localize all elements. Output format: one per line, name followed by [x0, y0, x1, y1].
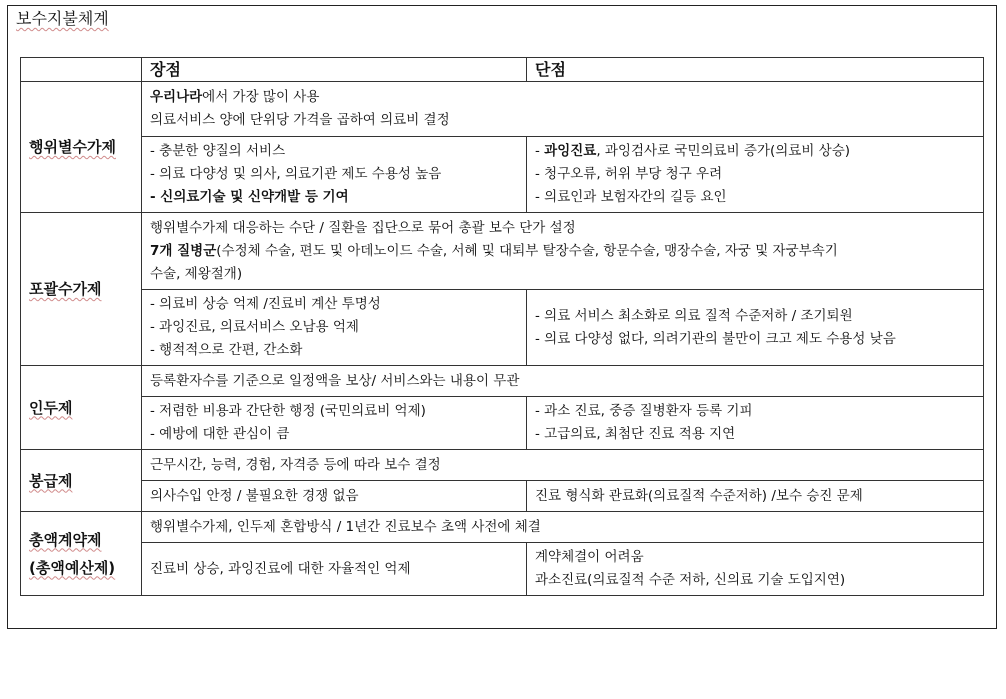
pros-item: - 충분한 양질의 서비스 [150, 143, 286, 159]
cons-item: - 의료 서비스 최소화로 의료 질적 수준저하 / 조기퇴원 [535, 307, 853, 324]
pros-cell [142, 481, 527, 512]
summary-line: 행위별수가제 대응하는 수단 / 질환을 집단으로 묶어 총괄 보수 단가 설정 [150, 219, 576, 236]
table-row [21, 213, 984, 290]
document-title: 보수지불체계 [16, 9, 109, 28]
table-row [21, 366, 984, 397]
summary-line: 등록환자수를 기준으로 일정액을 보상/ 서비스와는 내용이 무관 [150, 372, 520, 389]
table-row [21, 137, 984, 213]
row-label: 총액계약제 (총액예산제) [21, 512, 142, 596]
table-row [21, 290, 984, 366]
table-row [21, 82, 984, 137]
header-cons: 단점 [527, 58, 984, 82]
table-row [21, 512, 984, 543]
summary-cell [142, 82, 984, 137]
cons-item: - 의료인과 보험자간의 길등 요인 [535, 189, 727, 205]
summary-line: 우리나라에서 가장 많이 사용 [150, 89, 320, 105]
cons-item: - 과소 진료, 중증 질병환자 등록 기피 [535, 403, 753, 419]
cons-item: - 청구오류, 허위 부당 청구 우려 [535, 166, 723, 182]
pros-cell [142, 543, 527, 596]
cons-cell [527, 137, 984, 213]
header-pros: 장점 [142, 58, 527, 82]
row-label: 포괄수가제 [21, 213, 142, 366]
pros-cell [142, 397, 527, 450]
pros-item: - 의료비 상승 억제 /진료비 계산 투명성 [150, 296, 381, 312]
cons-cell [527, 543, 984, 596]
row-label: 봉급제 [21, 450, 142, 512]
cons-cell [527, 290, 984, 366]
pros-cell [142, 290, 527, 366]
table-row [21, 397, 984, 450]
pros-item: 진료비 상승, 과잉진료에 대한 자율적인 억제 [150, 560, 411, 577]
cons-item: - 과잉진료, 과잉검사로 국민의료비 증가(의료비 상승) [535, 143, 851, 159]
pros-item: 의사수입 안정 / 불필요한 경쟁 없음 [150, 487, 359, 504]
summary-cell [142, 450, 984, 481]
row-label: 인두제 [21, 366, 142, 450]
header-empty-cell [21, 58, 142, 82]
cons-item: 진료 형식화 관료화(의료질적 수준저하) /보수 승진 문제 [535, 487, 863, 504]
row-label: 행위별수가제 [21, 82, 142, 213]
summary-line: 수술, 제왕절개) [150, 265, 243, 282]
cons-cell [527, 397, 984, 450]
pros-item: - 신의료기술 및 신약개발 등 기여 [150, 189, 349, 205]
summary-line: 행위별수가제, 인두제 혼합방식 / 1년간 진료보수 초액 사전에 체결 [150, 518, 541, 535]
pros-cell [142, 137, 527, 213]
summary-cell [142, 512, 984, 543]
cons-item: - 고급의료, 최첨단 진료 적용 지연 [535, 426, 736, 442]
table-row [21, 481, 984, 512]
summary-cell [142, 213, 984, 290]
pros-item: - 예방에 대한 관심이 큼 [150, 426, 290, 442]
cons-item: 과소진료(의료질적 수준 저하, 신의료 기술 도입지연) [535, 572, 846, 588]
pros-item: - 저렴한 비용과 간단한 행정 (국민의료비 억제) [150, 403, 426, 419]
pros-item: - 행적적으로 간편, 간소화 [150, 342, 303, 358]
header-row [21, 58, 984, 82]
summary-line: 7개 질병군(수정체 수술, 편도 및 아데노이드 수술, 서혜 및 대퇴부 탈장수술, 항문수술, 맹장수술, 자궁 및 자궁부속기 [150, 242, 838, 259]
cons-item: - 의료 다양성 없다, 의려기관의 불만이 크고 제도 수용성 낮음 [535, 330, 896, 347]
cons-cell [527, 481, 984, 512]
summary-line: 의료서비스 양에 단위당 가격을 곱하여 의료비 결정 [150, 112, 450, 128]
table-row [21, 543, 984, 596]
summary-line: 근무시간, 능력, 경험, 자격증 등에 따라 보수 결정 [150, 456, 441, 473]
cons-item: 계약체결이 어려움 [535, 549, 644, 565]
pros-item: - 의료 다양성 및 의사, 의료기관 제도 수용성 높음 [150, 166, 442, 182]
payment-system-table [20, 57, 984, 596]
pros-item: - 과잉진료, 의료서비스 오남용 억제 [150, 319, 359, 335]
table-row [21, 450, 984, 481]
summary-cell [142, 366, 984, 397]
